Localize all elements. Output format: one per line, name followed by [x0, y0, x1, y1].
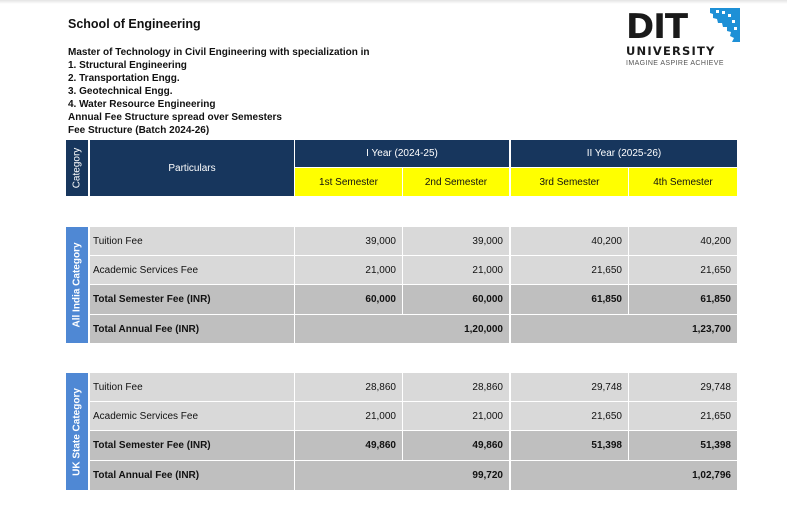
- row-label-semester-total: Total Semester Fee (INR): [90, 431, 294, 460]
- semester-total-value: 51,398: [511, 431, 628, 460]
- fee-value: 21,650: [511, 402, 628, 430]
- semester-4-header: 4th Semester: [629, 168, 737, 196]
- year-2-header: II Year (2025-26): [511, 140, 737, 167]
- fee-value: 21,000: [295, 256, 402, 284]
- gear-logo-icon: [710, 8, 740, 42]
- semester-total-value: 51,398: [629, 431, 737, 460]
- annual-total-year-1: 1,20,000: [295, 315, 509, 343]
- university-logo: [620, 8, 740, 70]
- semester-total-value: 49,860: [295, 431, 402, 460]
- program-line: 4. Water Resource Engineering: [68, 99, 216, 110]
- semester-total-value: 49,860: [403, 431, 509, 460]
- annual-total-year-1: 99,720: [295, 461, 509, 490]
- row-label-academic: Academic Services Fee: [90, 256, 294, 284]
- category-header: Category: [66, 140, 88, 196]
- program-line: 3. Geotechnical Engg.: [68, 86, 173, 97]
- fee-value: 39,000: [403, 227, 509, 255]
- fee-value: 40,200: [511, 227, 628, 255]
- annual-total-year-2: 1,02,796: [511, 461, 737, 490]
- semester-2-header: 2nd Semester: [403, 168, 509, 196]
- fee-value: 21,000: [403, 256, 509, 284]
- row-label-annual-total: Total Annual Fee (INR): [90, 315, 294, 343]
- row-label-tuition: Tuition Fee: [90, 227, 294, 255]
- annual-total-year-2: 1,23,700: [511, 315, 737, 343]
- logo-university-text: UNIVERSITY: [626, 44, 716, 58]
- logo-dit-text: DIT: [626, 7, 688, 47]
- fee-value: 21,000: [295, 402, 402, 430]
- fee-value: 28,860: [295, 373, 402, 401]
- fee-value: 39,000: [295, 227, 402, 255]
- program-line: Annual Fee Structure spread over Semesters: [68, 112, 282, 123]
- school-title: School of Engineering: [68, 17, 201, 31]
- fee-value: 28,860: [403, 373, 509, 401]
- category-all-india: All India Category: [66, 227, 88, 343]
- category-uk-state: UK State Category: [66, 373, 88, 490]
- program-description: [68, 46, 370, 137]
- row-label-annual-total: Total Annual Fee (INR): [90, 461, 294, 490]
- semester-total-value: 60,000: [295, 285, 402, 314]
- row-label-semester-total: Total Semester Fee (INR): [90, 285, 294, 314]
- logo-tagline: IMAGINE ASPIRE ACHIEVE: [626, 60, 724, 67]
- fee-value: 21,650: [629, 402, 737, 430]
- year-1-header: I Year (2024-25): [295, 140, 509, 167]
- fee-value: 21,000: [403, 402, 509, 430]
- row-label-tuition: Tuition Fee: [90, 373, 294, 401]
- semester-total-value: 61,850: [629, 285, 737, 314]
- row-label-academic: Academic Services Fee: [90, 402, 294, 430]
- program-line: 1. Structural Engineering: [68, 60, 187, 71]
- fee-value: 29,748: [629, 373, 737, 401]
- program-line: 2. Transportation Engg.: [68, 73, 180, 84]
- program-line: Master of Technology in Civil Engineering with specialization in: [68, 47, 370, 58]
- page-top-shadow: [0, 0, 787, 4]
- fee-value: 21,650: [629, 256, 737, 284]
- semester-total-value: 60,000: [403, 285, 509, 314]
- semester-total-value: 61,850: [511, 285, 628, 314]
- fee-value: 29,748: [511, 373, 628, 401]
- semester-1-header: 1st Semester: [295, 168, 402, 196]
- fee-value: 21,650: [511, 256, 628, 284]
- semester-3-header: 3rd Semester: [511, 168, 628, 196]
- program-line: Fee Structure (Batch 2024-26): [68, 125, 210, 136]
- fee-value: 40,200: [629, 227, 737, 255]
- particulars-header: Particulars: [90, 140, 294, 196]
